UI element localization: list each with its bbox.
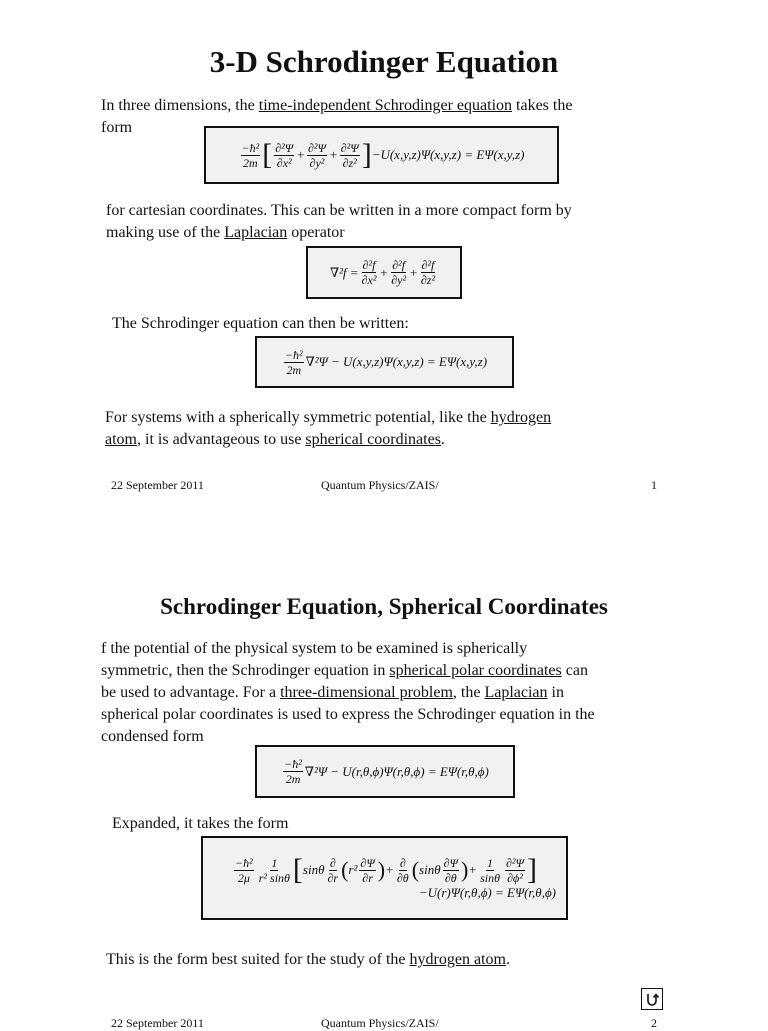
eq1-term-y: $\frac{\text{∂²Ψ}}{\text{∂y²}}$	[307, 140, 326, 170]
eq2-term-x: $\frac{\text{∂²f}}{\text{∂x²}}$	[361, 258, 377, 287]
eq2-term-y: $\frac{\text{∂²f}}{\text{∂y²}}$	[391, 258, 407, 287]
link-spherical-polar-coordinates[interactable]: spherical polar coordinates	[389, 662, 562, 679]
p2-line-4: spherical polar coordinates is used to express the Schrodinger equation in the	[101, 706, 595, 723]
footer-date-1: 22 September 2011	[111, 478, 204, 492]
equation-spherical-expanded	[201, 836, 568, 920]
eq1-prefactor: $\frac{\text{−ħ²}}{2m}$	[241, 140, 260, 170]
link-three-dimensional-problem[interactable]: three-dimensional problem	[280, 684, 453, 701]
cartesian-line-1: for cartesian coordinates. This can be written in a more compact form by	[106, 202, 572, 219]
eq1-tail: −U(x,y,z)Ψ(x,y,z) = EΨ(x,y,z)	[371, 147, 525, 162]
equation-3d-schrodinger: $\frac{\text{−ħ²}}{2m}$ [ $\frac{\text{∂²Ψ}}{\text{∂x²}}$ + $\frac{\text{∂²Ψ}}{\text{∂y²}}$ + $\frac{\text{∂²Ψ}}{\text{∂z²}}$ ] −U(x,y,z)Ψ(x,y,z) = EΨ(x,y,z)	[204, 126, 559, 184]
footer-page-number-1: 1	[651, 478, 657, 492]
eq2-lhs: ∇²f =	[329, 264, 359, 280]
eq1-term-x: $\frac{\text{∂²Ψ}}{\text{∂x²}}$	[275, 140, 294, 170]
p2-line-3: be used to advantage. For a three-dimensional problem, the Laplacian in	[101, 684, 564, 701]
intro-form-word: form	[101, 119, 133, 136]
equation-spherical-condensed	[255, 745, 515, 798]
footer-date-2: 22 September 2011	[111, 1016, 204, 1030]
equation-compact-schrodinger	[255, 336, 514, 388]
p2-line-2: symmetric, then the Schrodinger equation in spherical polar coordinates can	[101, 662, 588, 679]
p2-line-1: f the potential of the physical system to be examined is spherically	[101, 640, 528, 657]
then-written-text: The Schrodinger equation can then be written:	[112, 315, 409, 332]
return-arrow-icon[interactable]	[641, 988, 663, 1010]
footer-course-2: Quantum Physics/ZAIS/	[321, 1016, 439, 1030]
page-title-1: 3-D Schrodinger Equation	[209, 44, 559, 79]
eq3-prefactor: $\frac{\text{−ħ²}}{2m}$	[284, 347, 303, 377]
intro-text: In three dimensions, the	[101, 97, 259, 114]
link-time-independent-schrodinger[interactable]: time-independent Schrodinger equation	[258, 97, 513, 114]
eq4-tail: ∇²Ψ − U(r,θ,ϕ)Ψ(r,θ,ϕ) = EΨ(r,θ,ϕ)	[304, 763, 489, 779]
link-spherical-coordinates[interactable]: spherical coordinates	[305, 431, 441, 448]
footer-course-1: Quantum Physics/ZAIS/	[321, 478, 439, 492]
link-laplacian-2[interactable]: Laplacian	[484, 684, 548, 701]
link-laplacian[interactable]: Laplacian	[224, 224, 288, 241]
symmetric-line-2: atom, it is advantageous to use spherical coordinates.	[105, 431, 445, 448]
footer-page-number-2: 2	[651, 1016, 657, 1030]
eq5-row-2: −U(r)Ψ(r,θ,ϕ) = EΨ(r,θ,ϕ)	[418, 885, 556, 900]
eq3-tail: ∇²Ψ − U(x,y,z)Ψ(x,y,z) = EΨ(x,y,z)	[305, 354, 488, 369]
link-atom[interactable]: atom	[105, 431, 137, 448]
symmetric-line-1: For systems with a spherically symmetric potential, like the hydrogen	[105, 409, 552, 426]
eq4-prefactor: $\frac{\text{−ħ²}}{2m}$	[284, 757, 302, 786]
intro-paragraph	[101, 95, 701, 117]
cartesian-line-2: making use of the Laplacian operator	[106, 224, 345, 241]
intro-text-end: takes the	[512, 97, 573, 114]
expanded-text: Expanded, it takes the form	[112, 815, 289, 832]
eq5-row-1: $\frac{\text{−ħ²}}{2\mu}$ $\frac{1}{\text{r² sinθ}}$ [ sinθ $\frac{\partial}{\partial r}$ ( r² $\frac{\partial\Psi}{\partial r}$ ) + $\frac{\partial}{\partial\theta}$ ( sinθ $\frac{\partial\Psi}{\partial\theta}$ ) + $\frac{1}{\sin\theta}$ $\frac{\text{∂²Ψ}}{\text{∂ϕ²}}$ ]	[235, 853, 537, 886]
eq1-term-z: $\frac{\text{∂²Ψ}}{\text{∂z²}}$	[340, 140, 359, 170]
equation-laplacian: ∇²f = $\frac{\text{∂²f}}{\text{∂x²}}$ + $\frac{\text{∂²f}}{\text{∂y²}}$ + $\frac{\text{∂²f}}{\text{∂z²}}$	[306, 246, 462, 299]
page-title-2: Schrodinger Equation, Spherical Coordinates	[160, 594, 608, 619]
final-sentence: This is the form best suited for the study of the hydrogen atom.	[106, 951, 510, 968]
eq2-term-z: $\frac{\text{∂²f}}{\text{∂z²}}$	[420, 258, 436, 287]
link-hydrogen-atom[interactable]: hydrogen atom	[409, 951, 506, 968]
return-arrow-icon-glyph	[644, 991, 660, 1007]
p2-line-5: condensed form	[101, 728, 204, 745]
link-hydrogen[interactable]: hydrogen	[490, 409, 552, 426]
